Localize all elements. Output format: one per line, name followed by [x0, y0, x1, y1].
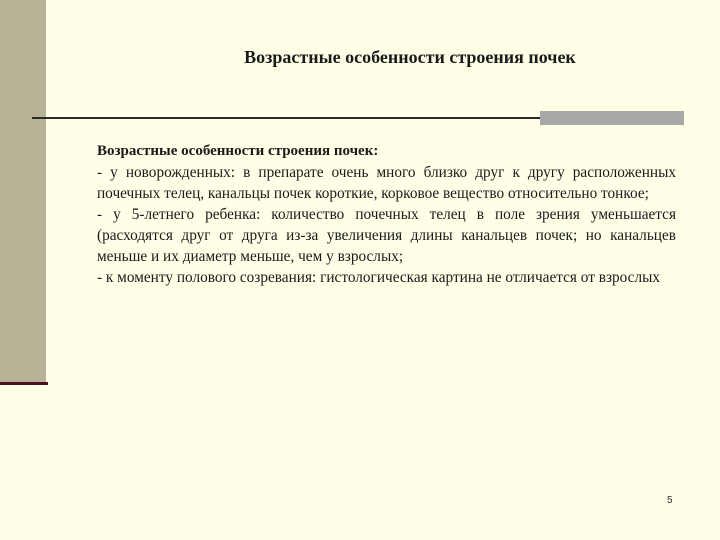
title-divider-line — [32, 117, 541, 119]
body-paragraph-newborn: - у новорожденных: в препарате очень много близко друг к другу расположенных почечных телец, канальцы почек короткие, корковое вещество относительно тонкое; — [97, 164, 676, 202]
body-paragraph-puberty: - к моменту полового созревания: гистологическая картина не отличается от взрослых — [97, 269, 661, 286]
body-paragraph-five-year-old: - у 5-летнего ребенка: количество почечных телец в поле зрения уменьшается (расходятся друг от друга из-за увеличения длины канальцев почек; но канальцев меньше и их диаметр меньше, чем у взрослых; — [97, 206, 676, 265]
body-heading: Возрастные особенности строения почек: — [97, 143, 379, 159]
slide-body — [97, 141, 676, 288]
slide-title: Возрастные особенности строения почек — [244, 47, 576, 67]
page-number: 5 — [667, 495, 673, 506]
left-band-underline — [0, 382, 48, 385]
title-divider-accent — [540, 111, 684, 125]
